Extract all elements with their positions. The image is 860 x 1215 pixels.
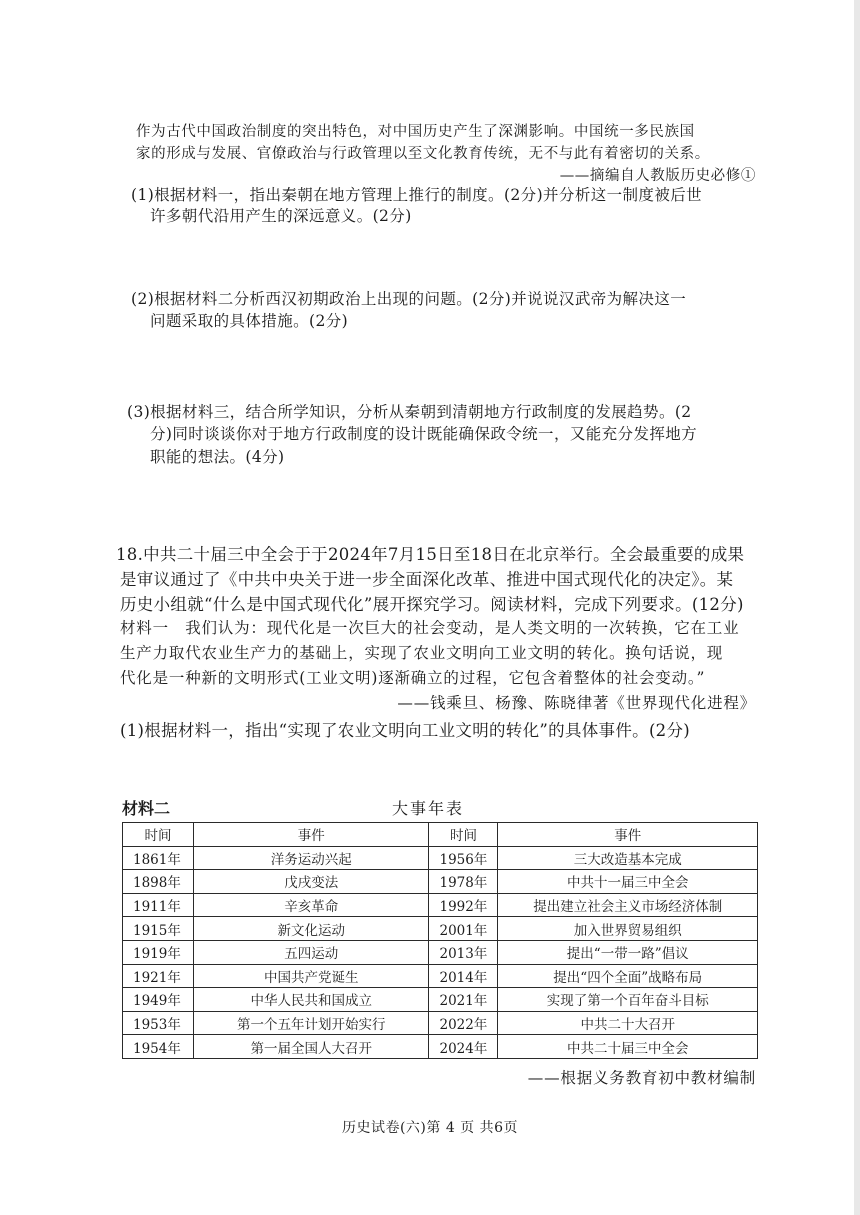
table-row bbox=[123, 988, 758, 1012]
table-row bbox=[123, 917, 758, 941]
event-cell: 三大改造基本完成 bbox=[498, 846, 758, 870]
event-cell: 洋务运动兴起 bbox=[193, 846, 429, 870]
event-cell: 戊戌变法 bbox=[193, 870, 429, 894]
event-cell: 第一届全国人大召开 bbox=[193, 1035, 429, 1059]
q18-line3: 历史小组就“什么是中国式现代化”展开探究学习。阅读材料，完成下列要求。(12分) bbox=[120, 595, 744, 614]
q18-line2: 是审议通过了《中共中央关于进一步全面深化改革、推进中国式现代化的决定》。某 bbox=[120, 570, 734, 589]
header-time-1: 时间 bbox=[123, 823, 194, 847]
q18-material1-line1: 材料一 我们认为：现代化是一次巨大的社会变动，是人类文明的一次转换，它在工业 bbox=[120, 619, 740, 637]
q18-line1: 18.中共二十届三中全会于于2024年7月15日至18日在北京举行。全会最重要的成果 bbox=[116, 545, 745, 564]
table-row bbox=[123, 964, 758, 988]
intro-source: ——摘编自人教版历史必修① bbox=[559, 168, 756, 184]
q17-part1-line1: (1)根据材料一，指出秦朝在地方管理上推行的制度。(2分)并分析这一制度被后世 bbox=[131, 186, 703, 204]
material2-label: 材料二 bbox=[122, 799, 171, 818]
q17-part3-line3: 职能的想法。(4分) bbox=[150, 448, 285, 466]
event-cell: 提出“四个全面”战略布局 bbox=[498, 964, 758, 988]
year-cell: 2022年 bbox=[429, 1011, 498, 1035]
q17-part3-line2: 分)同时谈谈你对于地方行政制度的设计既能确保政令统一，又能充分发挥地方 bbox=[150, 425, 698, 443]
event-cell: 辛亥革命 bbox=[193, 893, 429, 917]
event-cell: 新文化运动 bbox=[193, 917, 429, 941]
table-header-row bbox=[123, 823, 758, 847]
header-time-2: 时间 bbox=[429, 823, 498, 847]
q18-subquestion-1: (1)根据材料一，指出“实现了农业文明向工业文明的转化”的具体事件。(2分) bbox=[120, 721, 691, 740]
table-row bbox=[123, 846, 758, 870]
q18-material1-line3: 代化是一种新的文明形式(工业文明)逐渐确立的过程，它包含着整体的社会变动。” bbox=[120, 669, 706, 687]
event-cell: 中国共产党诞生 bbox=[193, 964, 429, 988]
table-title: 大事年表 bbox=[392, 799, 465, 818]
q17-part2-line1: (2)根据材料二分析西汉初期政治上出现的问题。(2分)并说说汉武帝为解决这一 bbox=[131, 290, 687, 308]
table-row bbox=[123, 1035, 758, 1059]
table-row bbox=[123, 870, 758, 894]
year-cell: 1956年 bbox=[429, 846, 498, 870]
table-source: ——根据义务教育初中教材编制 bbox=[527, 1069, 756, 1087]
year-cell: 1992年 bbox=[429, 893, 498, 917]
year-cell: 1953年 bbox=[123, 1011, 194, 1035]
q18-material1-line2: 生产力取代农业生产力的基础上，实现了农业文明向工业文明的转化。换句话说，现 bbox=[120, 644, 724, 662]
year-cell: 1911年 bbox=[123, 893, 194, 917]
header-event-1: 事件 bbox=[193, 823, 429, 847]
year-cell: 1978年 bbox=[429, 870, 498, 894]
year-cell: 2014年 bbox=[429, 964, 498, 988]
table-heading bbox=[122, 796, 758, 820]
q17-part1-line2: 许多朝代沿用产生的深远意义。(2分) bbox=[150, 207, 412, 225]
year-cell: 2001年 bbox=[429, 917, 498, 941]
page-footer: 历史试卷(六)第 4 页 共6页 bbox=[341, 1120, 519, 1136]
q17-part2-line2: 问题采取的具体措施。(2分) bbox=[150, 312, 349, 330]
q17-part3-line1: (3)根据材料三，结合所学知识，分析从秦朝到清朝地方行政制度的发展趋势。(2 bbox=[127, 403, 692, 421]
year-cell: 1861年 bbox=[123, 846, 194, 870]
year-cell: 1954年 bbox=[123, 1035, 194, 1059]
table-row bbox=[123, 893, 758, 917]
event-cell: 中华人民共和国成立 bbox=[193, 988, 429, 1012]
header-event-2: 事件 bbox=[498, 823, 758, 847]
year-cell: 1898年 bbox=[123, 870, 194, 894]
year-cell: 1915年 bbox=[123, 917, 194, 941]
page-edge-shadow bbox=[854, 0, 860, 1215]
event-cell: 提出“一带一路”倡议 bbox=[498, 940, 758, 964]
year-cell: 1921年 bbox=[123, 964, 194, 988]
intro-line-1: 作为古代中国政治制度的突出特色，对中国历史产生了深渊影响。中国统一多民族国 bbox=[136, 124, 695, 140]
event-cell: 实现了第一个百年奋斗目标 bbox=[498, 988, 758, 1012]
event-cell: 中共二十届三中全会 bbox=[498, 1035, 758, 1059]
event-cell: 第一个五年计划开始实行 bbox=[193, 1011, 429, 1035]
event-cell: 加入世界贸易组织 bbox=[498, 917, 758, 941]
year-cell: 1919年 bbox=[123, 940, 194, 964]
event-cell: 中共二十大召开 bbox=[498, 1011, 758, 1035]
events-table bbox=[122, 822, 758, 1059]
table-row bbox=[123, 940, 758, 964]
year-cell: 1949年 bbox=[123, 988, 194, 1012]
event-cell: 提出建立社会主义市场经济体制 bbox=[498, 893, 758, 917]
year-cell: 2013年 bbox=[429, 940, 498, 964]
table-row bbox=[123, 1011, 758, 1035]
intro-line-2: 家的形成与发展、官僚政治与行政管理以至文化教育传统，无不与此有着密切的关系。 bbox=[136, 146, 710, 162]
year-cell: 2024年 bbox=[429, 1035, 498, 1059]
event-cell: 五四运动 bbox=[193, 940, 429, 964]
q18-material1-source: ——钱乘旦、杨豫、陈晓律著《世界现代化进程》 bbox=[397, 694, 756, 712]
year-cell: 2021年 bbox=[429, 988, 498, 1012]
event-cell: 中共十一届三中全会 bbox=[498, 870, 758, 894]
